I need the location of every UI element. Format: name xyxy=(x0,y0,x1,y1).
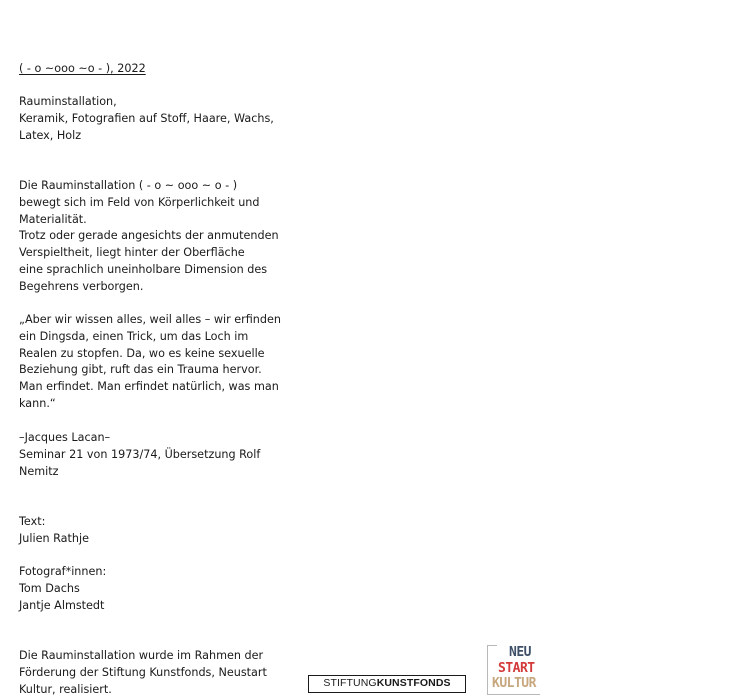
quote-line: ein Dingsda, einen Trick, um das Loch im xyxy=(19,329,249,343)
funding-line: Kultur, realisiert. xyxy=(19,682,112,696)
quote-line: Man erfindet. Man erfindet natürlich, was man xyxy=(19,380,279,394)
source-line: –Jacques Lacan– xyxy=(19,431,111,444)
logo-frame-corner xyxy=(487,645,497,656)
description-block xyxy=(19,178,294,296)
stiftung-kunstfonds-logo xyxy=(308,675,466,693)
logo-text-neu: NEU xyxy=(509,645,531,660)
description-line: Begehrens verborgen. xyxy=(19,279,144,293)
credit-name: Jantje Almstedt xyxy=(19,598,105,612)
description-line: eine sprachlich uneinholbare Dimension des xyxy=(19,262,268,276)
description-line: Verspieltheit, liegt hinter der Oberfläche xyxy=(19,246,245,260)
text-credit xyxy=(19,514,294,548)
credit-name: Julien Rathje xyxy=(19,531,89,545)
description-line: Die Rauminstallation ( - o ~ ooo ~ o - ) xyxy=(19,179,238,192)
materials-block xyxy=(19,94,294,144)
quote-line: Realen zu stopfen. Da, wo es keine sexuelle xyxy=(19,346,265,360)
quote-block xyxy=(19,312,294,413)
funding-line: Förderung der Stiftung Kunstfonds, Neustart xyxy=(19,665,267,679)
logo-text-kunstfonds: KUNSTFONDS xyxy=(376,677,451,689)
credit-name: Tom Dachs xyxy=(19,581,80,595)
materials-line: Latex, Holz xyxy=(19,128,82,142)
quote-line: Beziehung gibt, ruft das ein Trauma hervor. xyxy=(19,363,262,377)
credit-label: Fotograf*innen: xyxy=(19,565,107,578)
source-line: Nemitz xyxy=(19,464,59,478)
credit-label: Text: xyxy=(19,515,46,528)
description-line: Materialität. xyxy=(19,212,87,226)
logo-text-stiftung: STIFTUNG xyxy=(323,677,377,689)
quote-line: „Aber wir wissen alles, weil alles – wir erfinden xyxy=(19,313,281,326)
photo-credit xyxy=(19,564,294,614)
materials-line: Keramik, Fotografien auf Stoff, Haare, Wachs, xyxy=(19,111,274,125)
source-line: Seminar 21 von 1973/74, Übersetzung Rolf xyxy=(19,447,261,461)
quote-source xyxy=(19,430,294,480)
description-line: bewegt sich im Feld von Körperlichkeit und xyxy=(19,195,260,209)
logo-text-kultur: KULTUR xyxy=(492,676,536,691)
quote-line: kann.“ xyxy=(19,396,56,410)
logo-text-start: START xyxy=(498,660,535,676)
work-title-link[interactable]: ( - o ~ooo ~o - ), 2022 xyxy=(19,62,146,75)
materials-line: Rauminstallation, xyxy=(19,95,117,108)
description-line: Trotz oder gerade angesichts der anmutenden xyxy=(19,229,279,243)
funding-note xyxy=(19,648,294,698)
funding-line: Die Rauminstallation wurde im Rahmen der xyxy=(19,649,264,662)
